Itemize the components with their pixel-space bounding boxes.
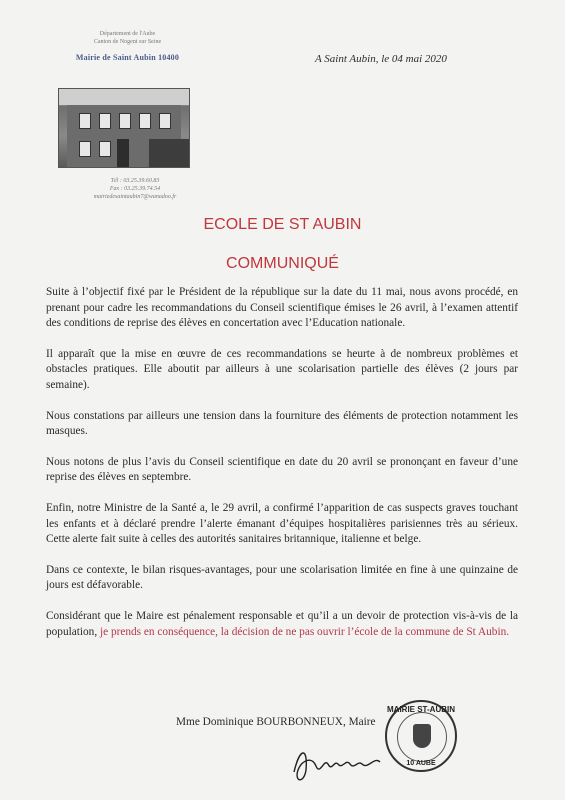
handwritten-signature-icon	[290, 742, 385, 787]
document-subtitle: COMMUNIQUÉ	[226, 255, 339, 272]
stamp-emblem-icon	[413, 724, 431, 748]
town-hall-photo	[58, 88, 190, 168]
letter-date: A Saint Aubin, le 04 mai 2020	[315, 53, 447, 65]
final-paragraph	[46, 609, 518, 640]
stamp-top-text: MAIRIE ST-AUBIN	[387, 705, 455, 714]
decision-highlight: je prends en conséquence, la décision de ne pas ouvrir l’école de la commune de St Aubin.	[99, 625, 510, 638]
paragraph: Dans ce contexte, le bilan risques-avantages, pour une scolarisation limitée en fine à une quinzaine de jours est défavorable.	[46, 563, 518, 592]
signatory-name: Mme Dominique BOURBONNEUX, Maire	[176, 716, 376, 728]
document-title: ECOLE DE ST AUBIN	[203, 216, 362, 233]
paragraph: Nous constations par ailleurs une tension dans la fourniture des éléments de protection notamment les masques.	[46, 409, 518, 438]
paragraph: Enfin, notre Ministre de la Santé a, le 29 avril, a confirmé l’apparition de cas suspects graves touchant les enfants et à déclaré prendre l’alerte émanant d’équipes hospitalières parisiennes très au sérieux. Cette alerte fait suite à celles des autorités sanitaires britannique, italienne et belge.	[46, 501, 518, 546]
letterhead-mairie: Mairie de Saint Aubin 10400	[75, 53, 180, 62]
mairie-stamp	[385, 700, 457, 772]
letterhead-canton: Canton de Nogent sur Seine	[93, 39, 162, 45]
paragraph: Il apparaît que la mise en œuvre de ces recommandations se heurte à de nombreux problèmes et obstacles pratiques. Elle aboutit par ailleurs à une scolarisation partielle des élèves (2 jours par semaine).	[46, 347, 518, 391]
letterhead-contact	[70, 177, 200, 201]
letterhead-department: Département de l'Aube	[99, 31, 156, 37]
stamp-bottom-text: 10 AUBE	[406, 760, 436, 767]
paragraph: Suite à l’objectif fixé par le Président de la république sur la date du 11 mai, nous avons procédé, en prenant pour cadre les recommandations du Conseil scientifique émises le 26 avril, à l’examen attentif des conditions de reprise des élèves en concertation avec l’Education nationale.	[46, 286, 518, 330]
paragraph: Nous notons de plus l’avis du Conseil scientifique en date du 20 avril se prononçant en faveur d’une reprise des élèves en septembre.	[46, 455, 518, 484]
contact-tel: Tél : 03.25.39.60.83	[110, 178, 160, 184]
letterhead	[40, 30, 215, 62]
contact-fax: Fax : 03.25.39.74.54	[109, 186, 161, 192]
contact-email: mairiedesaintaubin7@wanadoo.fr	[93, 194, 177, 200]
final-paragraph-text: Considérant que le Maire est pénalement responsable et qu’il a un devoir de protection vis-à-vis de la population,	[46, 609, 518, 638]
letter-body	[46, 285, 518, 655]
